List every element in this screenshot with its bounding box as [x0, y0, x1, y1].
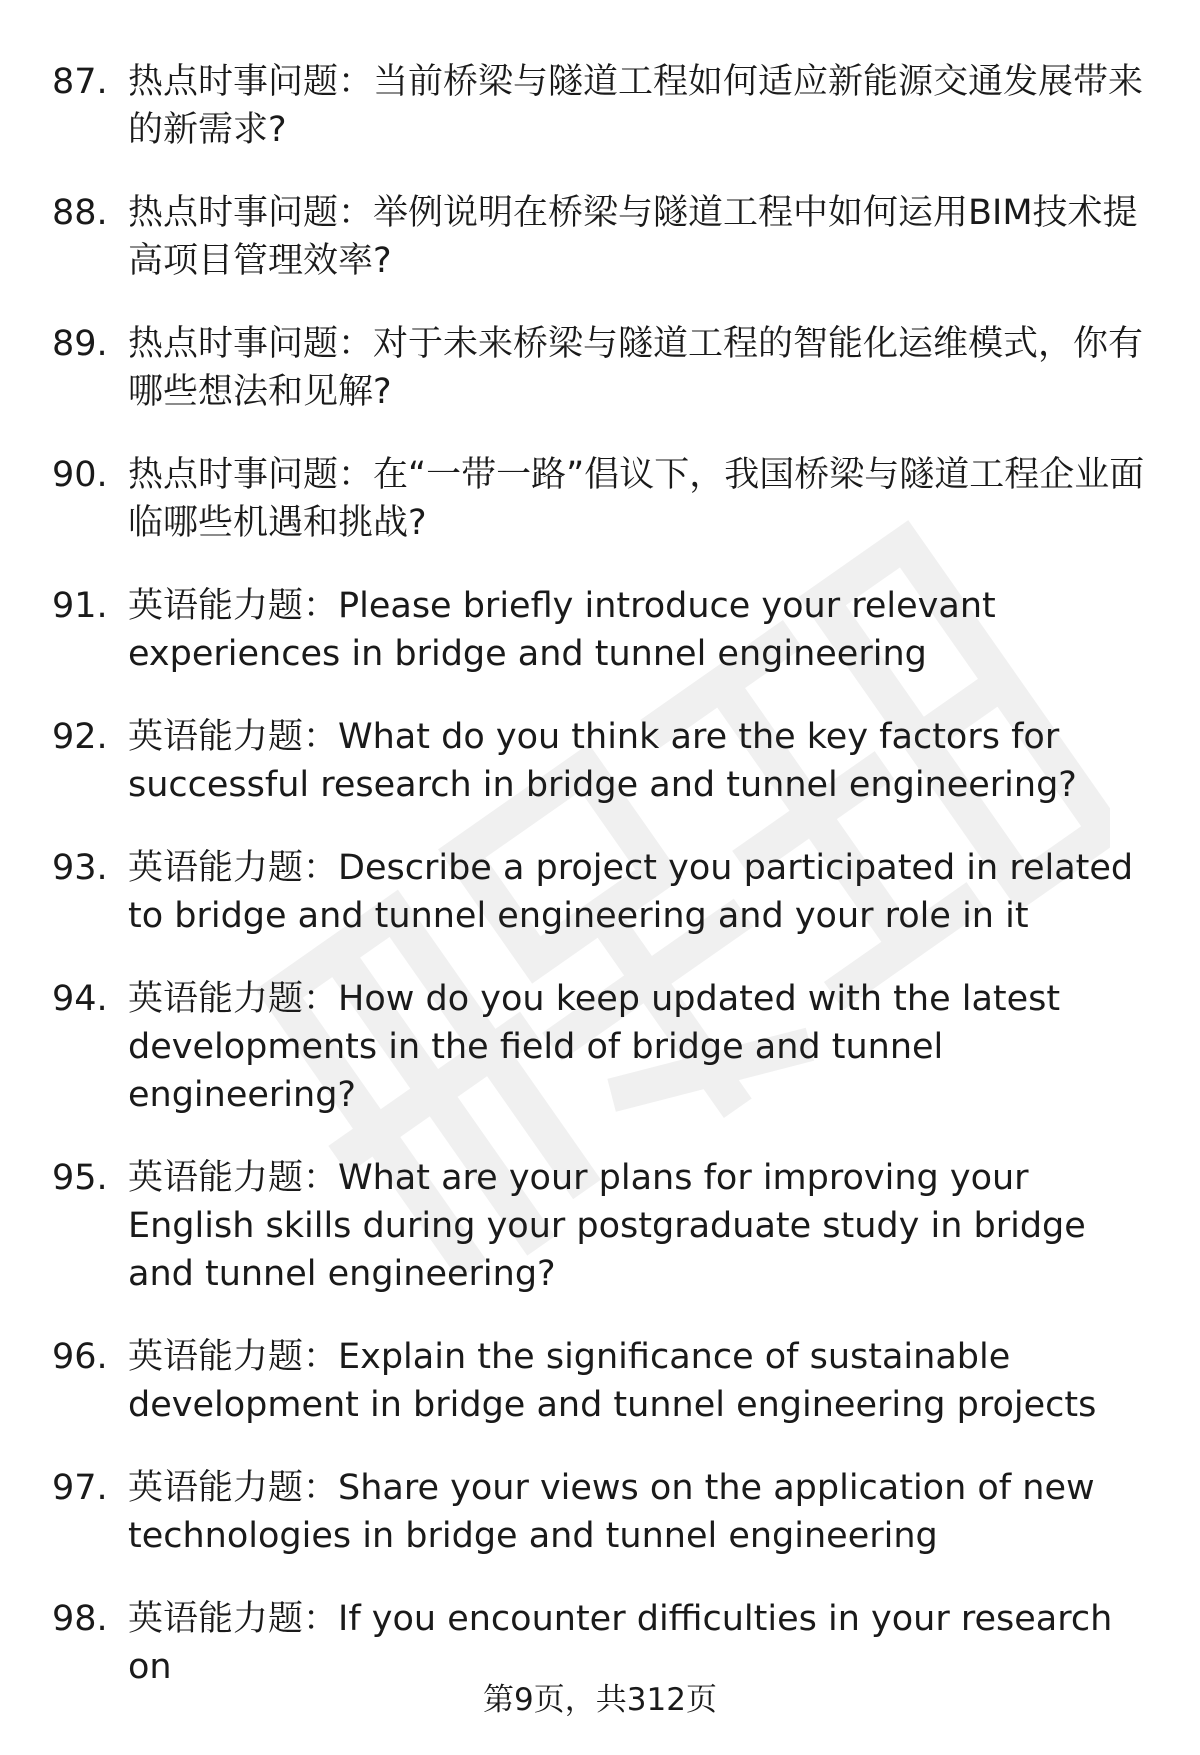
- question-body: What do you think are the key factors for successful research in bridge and tunnel engineering?: [128, 717, 1077, 805]
- question-text: [128, 320, 1158, 416]
- question-body: 举例说明在桥梁与隧道工程中如何运用BIM技术提高项目管理效率?: [128, 193, 1138, 281]
- question-number: 87.: [52, 62, 108, 102]
- question-body: 在“一带一路”倡议下，我国桥梁与隧道工程企业面临哪些机遇和挑战?: [128, 455, 1145, 543]
- question-item: [0, 189, 1200, 285]
- question-text: [128, 1154, 1158, 1298]
- question-text: [128, 975, 1158, 1119]
- question-item: [0, 451, 1200, 547]
- question-category: 英语能力题：: [128, 717, 339, 757]
- question-item: [0, 58, 1200, 154]
- question-category: 英语能力题：: [128, 979, 339, 1019]
- question-number: 94.: [52, 979, 108, 1019]
- question-number: 95.: [52, 1158, 108, 1198]
- question-item: [0, 975, 1200, 1119]
- question-text: [128, 189, 1158, 285]
- question-number: 92.: [52, 717, 108, 757]
- question-item: [0, 1154, 1200, 1298]
- question-body: Describe a project you participated in related to bridge and tunnel engineering and your role in it: [128, 848, 1134, 936]
- question-number: 93.: [52, 848, 108, 888]
- question-text: [128, 844, 1158, 940]
- question-body: Share your views on the application of new technologies in bridge and tunnel engineering: [128, 1468, 1095, 1556]
- question-number: 89.: [52, 324, 108, 364]
- question-text: [128, 713, 1158, 809]
- question-text: [128, 1595, 1158, 1691]
- question-number: 97.: [52, 1468, 108, 1508]
- question-body: What are your plans for improving your English skills during your postgraduate study in bridge and tunnel engineering?: [128, 1158, 1086, 1294]
- question-list: [0, 58, 1200, 1726]
- question-text: [128, 58, 1158, 154]
- question-category: 热点时事问题：: [128, 62, 374, 102]
- question-item: [0, 582, 1200, 678]
- page-number-footer: 第9页，共312页: [483, 1682, 717, 1718]
- question-item: [0, 320, 1200, 416]
- question-category: 英语能力题：: [128, 1468, 339, 1508]
- question-category: 英语能力题：: [128, 1337, 339, 1377]
- question-number: 96.: [52, 1337, 108, 1377]
- question-body: How do you keep updated with the latest developments in the field of bridge and tunnel engineering?: [128, 979, 1061, 1115]
- question-item: [0, 1595, 1200, 1691]
- question-category: 英语能力题：: [128, 586, 339, 626]
- question-text: [128, 1333, 1158, 1429]
- question-number: 98.: [52, 1599, 108, 1639]
- question-number: 91.: [52, 586, 108, 626]
- question-body: If you encounter difficulties in your research on: [128, 1599, 1113, 1687]
- question-item: [0, 1464, 1200, 1560]
- question-body: 对于未来桥梁与隧道工程的智能化运维模式，你有哪些想法和见解?: [128, 324, 1144, 412]
- question-text: [128, 451, 1158, 547]
- question-text: [128, 582, 1158, 678]
- question-body: 当前桥梁与隧道工程如何适应新能源交通发展带来的新需求?: [128, 62, 1144, 150]
- question-body: Please briefly introduce your relevant experiences in bridge and tunnel engineering: [128, 586, 996, 674]
- question-number: 90.: [52, 455, 108, 495]
- question-item: [0, 713, 1200, 809]
- question-text: [128, 1464, 1158, 1560]
- question-category: 热点时事问题：: [128, 455, 374, 495]
- question-category: 英语能力题：: [128, 1599, 339, 1639]
- question-category: 热点时事问题：: [128, 193, 374, 233]
- question-category: 热点时事问题：: [128, 324, 374, 364]
- question-number: 88.: [52, 193, 108, 233]
- question-item: [0, 1333, 1200, 1429]
- question-category: 英语能力题：: [128, 848, 339, 888]
- question-category: 英语能力题：: [128, 1158, 339, 1198]
- question-item: [0, 844, 1200, 940]
- question-body: Explain the significance of sustainable development in bridge and tunnel engineering projects: [128, 1337, 1097, 1425]
